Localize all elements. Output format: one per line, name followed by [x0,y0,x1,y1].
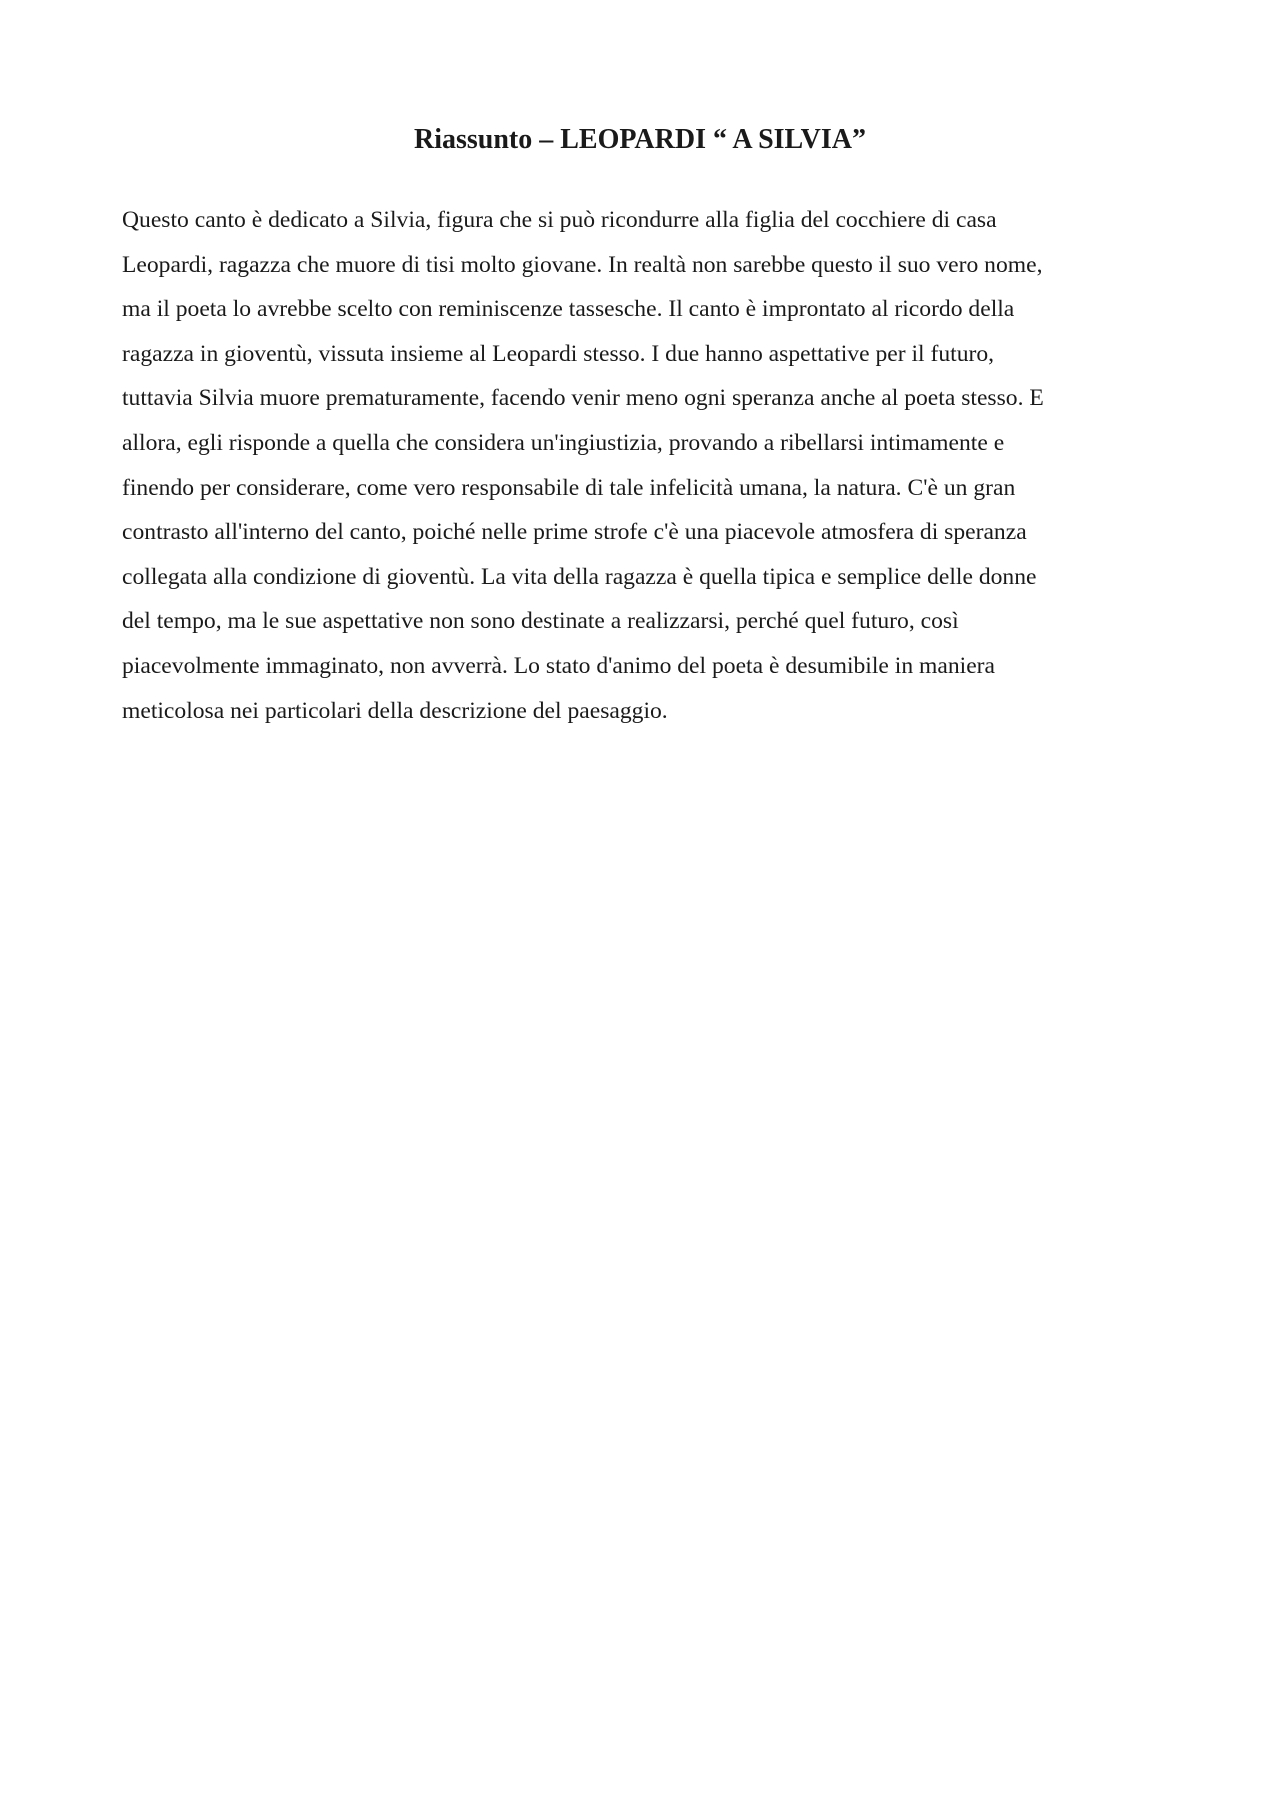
paragraph-line: piacevolmente immaginato, non avverrà. Lo stato d'animo del poeta è desumibile in maniera [122,652,996,679]
paragraph-line: tuttavia Silvia muore prematuramente, facendo venir meno ogni speranza anche al poeta stesso. E [122,385,1044,412]
paragraph-line: Questo canto è dedicato a Silvia, figura che si può ricondurre alla figlia del cocchiere di casa [122,207,997,233]
document-title: Riassunto – LEOPARDI “ A SILVIA” [413,124,867,155]
paragraph-line: allora, egli risponde a quella che considera un'ingiustizia, provando a ribellarsi intimamente e [122,429,1005,456]
document-paragraph [122,198,1162,733]
paragraph-line: contrasto all'interno del canto, poiché nelle prime strofe c'è una piacevole atmosfera di speranza [122,519,1027,546]
paragraph-line: ma il poeta lo avrebbe scelto con reminiscenze tassesche. Il canto è improntato al ricordo della [122,296,1015,323]
paragraph-line: Leopardi, ragazza che muore di tisi molto giovane. In realtà non sarebbe questo il suo vero nome, [122,251,1043,278]
paragraph-line: finendo per considerare, come vero responsabile di tale infelicità umana, la natura. C'è un gran [122,474,1016,501]
paragraph-line: collegata alla condizione di gioventù. La vita della ragazza è quella tipica e semplice delle donne [122,563,1037,590]
paragraph-line: meticolosa nei particolari della descrizione del paesaggio. [122,697,668,724]
paragraph-line: del tempo, ma le sue aspettative non sono destinate a realizzarsi, perché quel futuro, così [122,608,959,635]
paragraph-line: ragazza in gioventù, vissuta insieme al Leopardi stesso. I due hanno aspettative per il futuro, [122,340,995,367]
